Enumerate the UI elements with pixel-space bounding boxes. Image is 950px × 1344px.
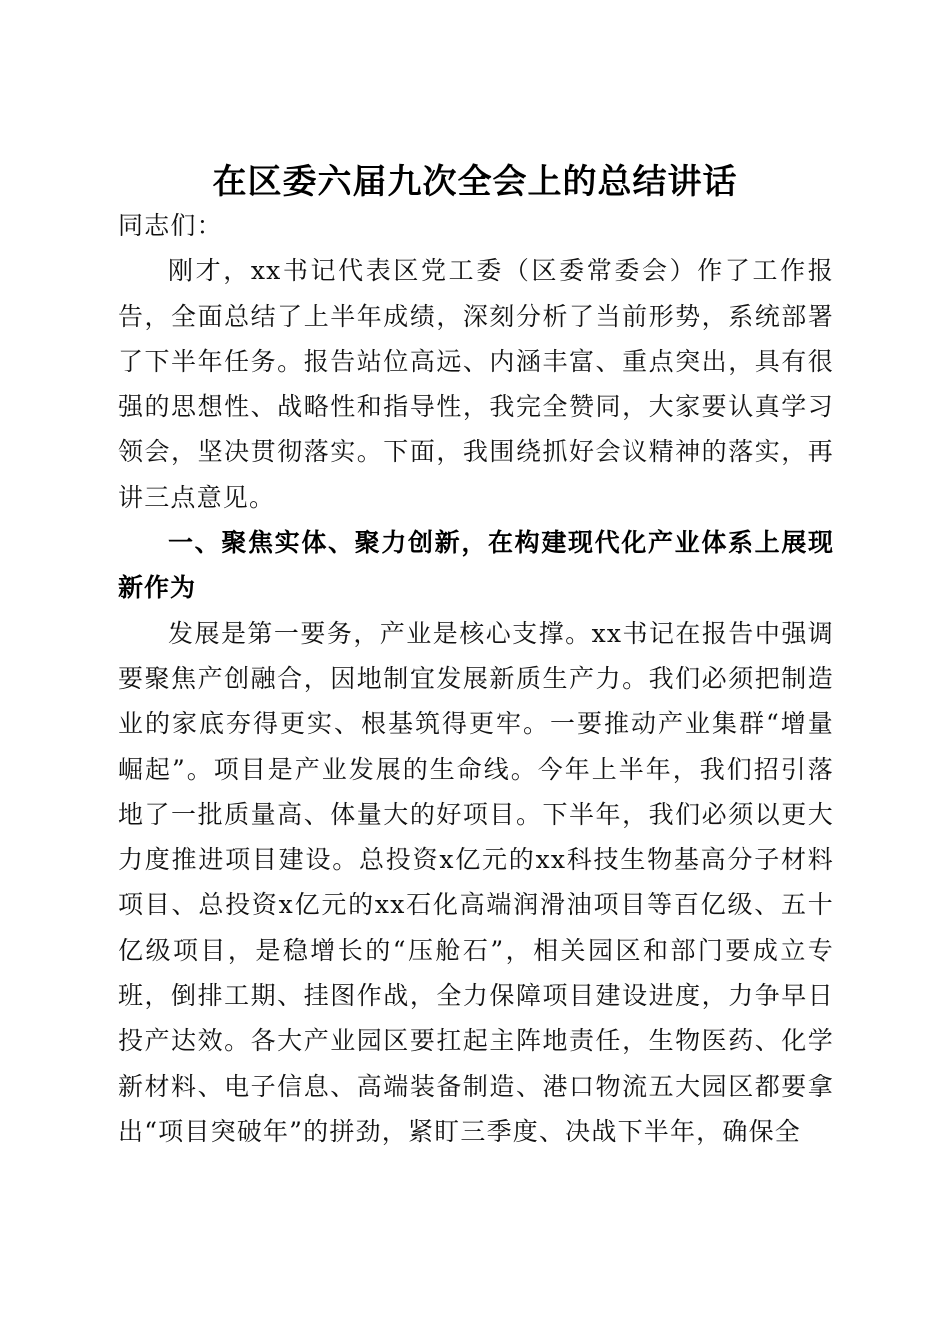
section-heading-1: 一、聚焦实体、聚力创新，在构建现代化产业体系上展现新作为	[118, 528, 834, 603]
section-paragraph-1: 发展是第一要务，产业是核心支撑。xx书记在报告中强调要聚焦产创融合，因地制宜发展新质生产力。我们必须把制造业的家底夯得更实、根基筑得更牢。一要推动产业集群“增量崛起”。项目是产业发展的生命线。今年上半年，我们招引落地了一批质量高、体量大的好项目。下半年，我们必须以更大力度推进项目建设。总投资x亿元的xx科技生物基高分子材料项目、总投资x亿元的xx石化高端润滑油项目等百亿级、五十亿级项目，是稳增长的“压舱石”，相关园区和部门要成立专班，倒排工期、挂图作战，全力保障项目建设进度，力争早日投产达效。各大产业园区要扛起主阵地责任，生物医药、化学新材料、电子信息、高端装备制造、港口物流五大园区都要拿出“项目突破年”的拼劲，紧盯三季度、决战下半年，确保全	[118, 618, 834, 1146]
salutation: 同志们：	[118, 211, 223, 240]
document-body	[118, 203, 834, 1154]
document-title: 在区委六届九次全会上的总结讲话	[212, 161, 738, 202]
intro-paragraph: 刚才，xx书记代表区党工委（区委常委会）作了工作报告，全面总结了上半年成绩，深刻分析了当前形势，系统部署了下半年任务。报告站位高远、内涵丰富、重点突出，具有很强的思想性、战略性和指导性，我完全赞同，大家要认真学习领会，坚决贯彻落实。下面，我围绕抓好会议精神的落实，再讲三点意见。	[118, 256, 834, 512]
